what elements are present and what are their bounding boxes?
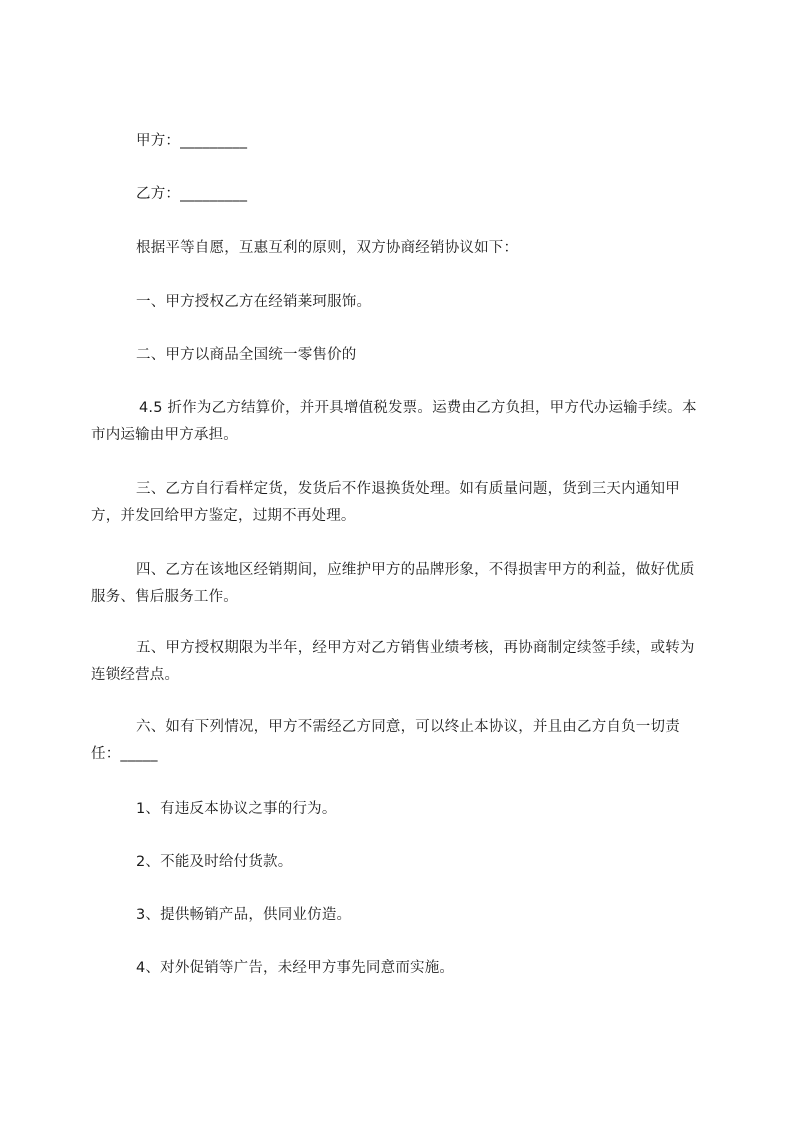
clause-5: 五、甲方授权期限为半年，经甲方对乙方销售业绩考核，再协商制定续签手续，或转为连锁经营点。	[91, 640, 695, 683]
list-item-3: 3、提供畅销产品，供同业仿造。	[136, 907, 352, 923]
clause-4: 四、乙方在该地区经销期间，应维护甲方的品牌形象，不得损害甲方的利益，做好优质服务、售后服务工作。	[91, 562, 695, 605]
clause-2-head: 二、甲方以商品全国统一零售价的	[136, 347, 357, 363]
party-b-line: 乙方：_________	[136, 186, 248, 202]
party-a-line: 甲方：_________	[136, 133, 248, 149]
list-item-1: 1、有违反本协议之事的行为。	[136, 801, 337, 817]
clause-2-body: 4.5 折作为乙方结算价，并开具增值税发票。运费由乙方负担，甲方代办运输手续。本市内运输由甲方承担。	[91, 400, 697, 443]
list-item-4: 4、对外促销等广告，未经甲方事先同意而实施。	[136, 960, 455, 976]
clause-3: 三、乙方自行看样定货，发货后不作退换货处理。如有质量问题，货到三天内通知甲方，并发回给甲方鉴定，过期不再处理。	[91, 481, 680, 524]
clause-6: 六、如有下列情况，甲方不需经乙方同意，可以终止本协议，并且由乙方自负一切责任：_____	[91, 719, 680, 762]
list-item-2: 2、不能及时给付货款。	[136, 854, 293, 870]
intro-paragraph: 根据平等自愿，互惠互利的原则，双方协商经销协议如下：	[136, 240, 519, 256]
clause-1: 一、甲方授权乙方在经销莱珂服饰。	[136, 294, 372, 310]
